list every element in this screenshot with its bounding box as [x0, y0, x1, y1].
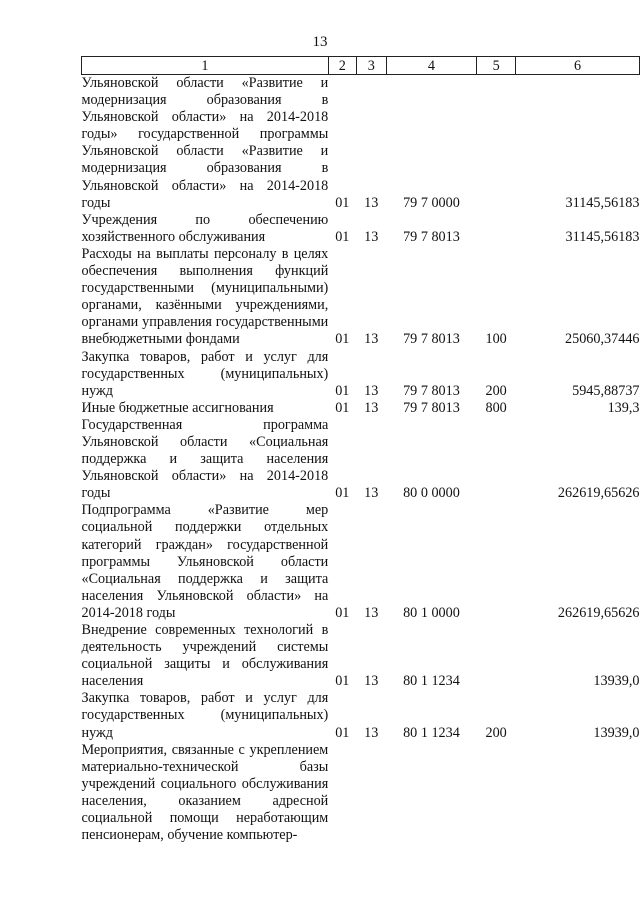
row-expense-type-code: 100: [485, 331, 507, 348]
table-row: [82, 622, 640, 690]
row-expense-type-code: [477, 212, 516, 246]
row-description: Ульяновской области «Развитие и модернизация образования в Ульяновской области» на 2014-2018 годы» государственной программы Ульяновской области «Развитие и модернизация образования в Ульяновской области» на 2014-2018 годы: [81, 75, 329, 211]
column-header-4: 4: [386, 57, 477, 75]
row-subsection-code: 13: [364, 399, 379, 416]
row-target-article-code: 80 0 0000: [403, 485, 460, 502]
row-amount: 139,3: [607, 399, 640, 416]
row-target-article-code: 80 1 1234: [403, 724, 460, 741]
table-row: [82, 417, 640, 502]
row-amount: 13939,0: [593, 724, 640, 741]
row-expense-type-code: 800: [485, 399, 507, 416]
row-target-article-code: 80 1 0000: [403, 604, 460, 621]
row-subsection-code: 13: [364, 485, 379, 502]
column-header-6: 6: [515, 57, 639, 75]
row-expense-type-code: 200: [485, 724, 507, 741]
column-header-5: 5: [477, 57, 516, 75]
row-section-code: 01: [335, 194, 350, 211]
row-amount: 31145,56183: [565, 228, 640, 245]
row-subsection-code: 13: [364, 228, 379, 245]
table-row: [82, 502, 640, 622]
row-description: Закупка товаров, работ и услуг для государственных (муниципальных) нужд: [81, 690, 329, 741]
row-section-code: 01: [335, 604, 350, 621]
table-row: [82, 349, 640, 400]
row-expense-type-code: [477, 75, 516, 212]
row-amount: 5945,88737: [572, 382, 640, 399]
row-amount: 13939,0: [593, 673, 640, 690]
row-description: Государственная программа Ульяновской области «Социальная поддержка и защита населения Ульяновской области» на 2014-2018 годы: [81, 416, 329, 502]
row-section-code: 01: [335, 228, 350, 245]
column-header-3: 3: [356, 57, 386, 75]
table-row: [82, 212, 640, 246]
row-target-article-code: 80 1 1234: [403, 673, 460, 690]
row-description: Иные бюджетные ассигнования: [81, 399, 274, 416]
table-body: [82, 75, 640, 845]
row-section-code: 01: [335, 382, 350, 399]
column-header-2: 2: [328, 57, 356, 75]
row-section-code: 01: [335, 485, 350, 502]
row-description: Внедрение современных технологий в деятельность учреждений системы социальной защиты и обслуживания населения: [81, 622, 329, 690]
row-expense-type-code: [477, 417, 516, 502]
row-amount: 31145,56183: [565, 194, 640, 211]
row-expense-type-code: 200: [485, 382, 507, 399]
row-target-article-code: 79 7 0000: [403, 194, 460, 211]
row-target-article-code: 79 7 8013: [403, 331, 460, 348]
row-subsection-code: 13: [364, 382, 379, 399]
row-subsection-code: 13: [364, 724, 379, 741]
row-subsection-code: 13: [364, 194, 379, 211]
row-subsection-code: 13: [364, 673, 379, 690]
row-subsection-code: [356, 742, 386, 845]
row-section-code: 01: [335, 724, 350, 741]
row-expense-type-code: [477, 742, 516, 845]
row-description: Закупка товаров, работ и услуг для государственных (муниципальных) нужд: [81, 348, 329, 399]
column-header-1: 1: [82, 57, 329, 75]
budget-table: [81, 56, 640, 844]
table-row: [82, 742, 640, 845]
row-section-code: 01: [335, 673, 350, 690]
row-amount: 25060,37446: [565, 331, 640, 348]
row-target-article-code: 79 7 8013: [403, 399, 460, 416]
table-header: [82, 57, 640, 75]
header-row: [82, 57, 640, 75]
row-section-code: [328, 742, 356, 845]
row-subsection-code: 13: [364, 604, 379, 621]
row-target-article-code: 79 7 8013: [403, 228, 460, 245]
row-amount: 262619,65626: [557, 604, 640, 621]
row-subsection-code: 13: [364, 331, 379, 348]
page-number: 13: [312, 34, 328, 50]
row-description: Расходы на выплаты персоналу в целях обеспечения выполнения функций государственными (муниципальными) органами, казёнными учреждениями, органами управления государственными внебюджетными фондами: [81, 245, 329, 348]
table-row: [82, 690, 640, 741]
row-description: Подпрограмма «Развитие мер социальной поддержки отдельных категорий граждан» государственной программы Ульяновской области «Социальная поддержка и защита населения Ульяновской области» на 2014-2018 годы: [81, 502, 329, 621]
row-expense-type-code: [477, 622, 516, 690]
table-row: [82, 246, 640, 349]
row-description: Мероприятия, связанные с укреплением материально-технической базы учреждений социального обслуживания населения, оказанием адресной социальной помощи неработающим пенсионерам, обучение компьютер-: [81, 741, 329, 844]
row-section-code: 01: [335, 331, 350, 348]
row-target-article-code: 79 7 8013: [403, 382, 460, 399]
row-description: Учреждения по обеспечению хозяйственного обслуживания: [81, 211, 329, 245]
row-section-code: 01: [335, 399, 350, 416]
row-amount: [515, 742, 639, 845]
row-amount: 262619,65626: [557, 485, 640, 502]
row-target-article-code: [386, 742, 477, 845]
row-expense-type-code: [477, 502, 516, 622]
table-row: [82, 400, 640, 417]
table-row: [82, 75, 640, 212]
